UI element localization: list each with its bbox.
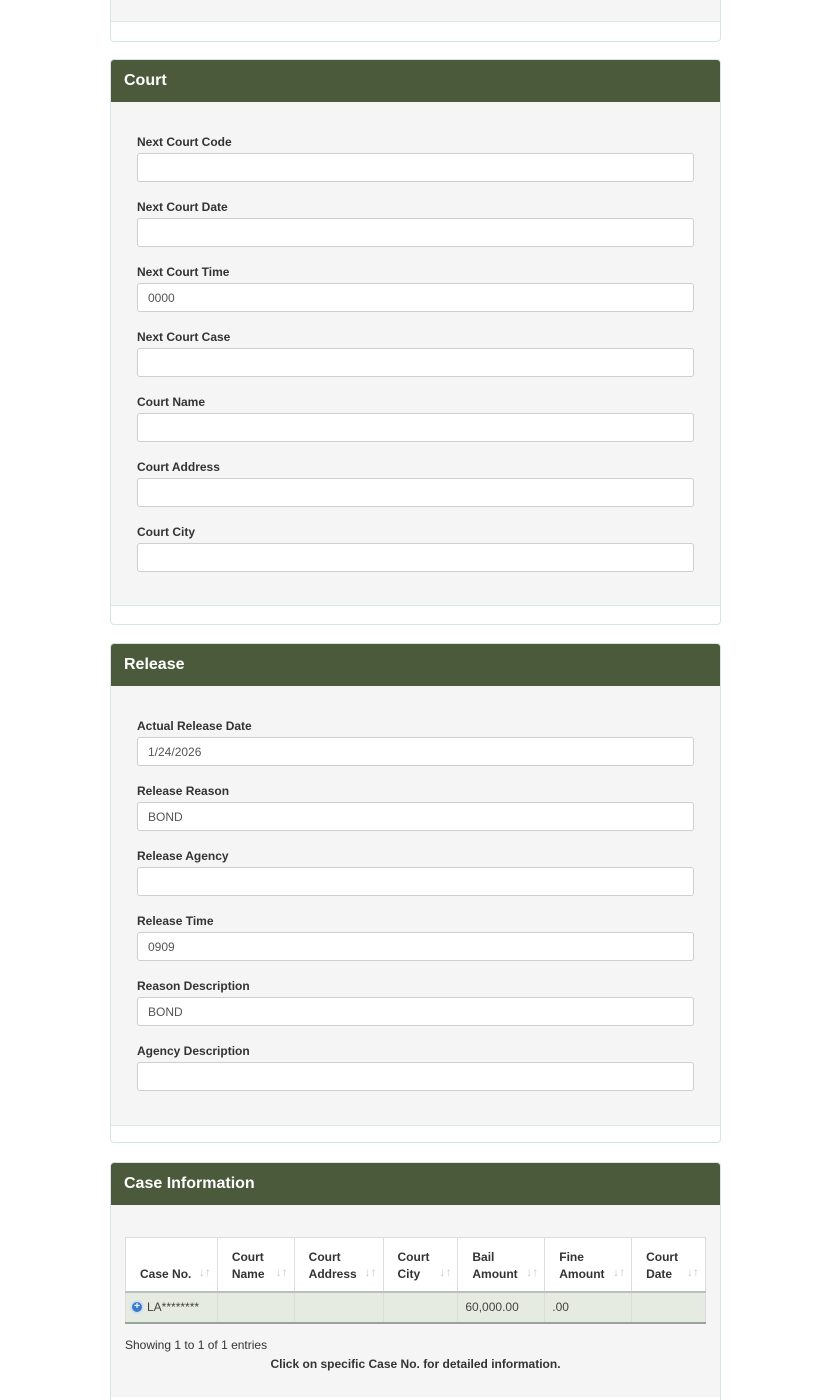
- sort-icon: ↓↑: [439, 1264, 452, 1279]
- column-header-label: Date: [646, 1266, 673, 1281]
- court-panel-footer: [111, 606, 720, 624]
- previous-panel-body: [111, 0, 720, 22]
- court-city-label: Court City: [137, 525, 195, 539]
- release-time-input[interactable]: 0909: [137, 932, 694, 961]
- next-court-code-field: [111, 135, 720, 182]
- next-court-date-label: Next Court Date: [137, 200, 228, 214]
- release-panel-footer: [111, 1126, 720, 1142]
- release-reason-input[interactable]: BOND: [137, 802, 694, 831]
- release-panel: [110, 643, 721, 1143]
- case-no-cell[interactable]: [126, 1292, 218, 1323]
- court-address-cell: [294, 1292, 383, 1323]
- next-court-case-field: [111, 330, 720, 377]
- next-court-time-input[interactable]: 0000: [137, 283, 694, 312]
- court-panel-title: Court: [111, 60, 720, 102]
- release-panel-body: [111, 686, 720, 1126]
- column-header-label: Bail: [472, 1249, 495, 1264]
- column-header-court-address[interactable]: [294, 1238, 383, 1292]
- sort-icon: ↓↑: [526, 1264, 539, 1279]
- next-court-code-label: Next Court Code: [137, 135, 232, 149]
- sort-icon: ↓↑: [275, 1264, 288, 1279]
- column-header-label: Address: [308, 1266, 357, 1281]
- case-information-panel: [110, 1162, 721, 1400]
- agency-description-input[interactable]: [137, 1062, 694, 1091]
- release-time-field: [111, 914, 720, 961]
- column-header-fine-amount[interactable]: [545, 1238, 632, 1292]
- release-reason-label: Release Reason: [137, 784, 230, 798]
- court-address-field: [111, 460, 720, 507]
- expand-row-icon[interactable]: +: [130, 1300, 144, 1314]
- column-header-bail-amount[interactable]: [458, 1238, 545, 1292]
- agency-description-field: [111, 1044, 720, 1091]
- case-table: [125, 1237, 706, 1324]
- court-name-label: Court Name: [137, 395, 206, 409]
- next-court-time-label: Next Court Time: [137, 265, 230, 279]
- column-header-court-name[interactable]: [217, 1238, 294, 1292]
- case-no-value[interactable]: LA********: [147, 1299, 200, 1314]
- case-table-header-row: [126, 1238, 706, 1292]
- column-header-court-date[interactable]: [632, 1238, 706, 1292]
- reason-description-input[interactable]: BOND: [137, 997, 694, 1026]
- release-agency-input[interactable]: [137, 867, 694, 896]
- court-city-cell: [383, 1292, 458, 1323]
- court-address-input[interactable]: [137, 478, 694, 507]
- reason-description-field: [111, 979, 720, 1026]
- actual-release-date-field: [111, 719, 720, 766]
- previous-panel-bottom: [110, 0, 721, 42]
- column-header-label: Court: [397, 1249, 430, 1264]
- court-panel-body: [111, 102, 720, 606]
- court-date-cell: [632, 1292, 706, 1323]
- column-header-label: Amount: [472, 1266, 518, 1281]
- next-court-code-input[interactable]: [137, 153, 694, 182]
- court-panel: [110, 59, 721, 625]
- reason-description-label: Reason Description: [137, 979, 250, 993]
- release-panel-title: Release: [111, 644, 720, 686]
- column-header-label: Court: [646, 1249, 679, 1264]
- next-court-case-input[interactable]: [137, 348, 694, 377]
- column-header-label: Court: [308, 1249, 341, 1264]
- release-reason-field: [111, 784, 720, 831]
- court-name-input[interactable]: [137, 413, 694, 442]
- next-court-case-label: Next Court Case: [137, 330, 231, 344]
- column-header-court-city[interactable]: [383, 1238, 458, 1292]
- court-name-field: [111, 395, 720, 442]
- actual-release-date-input[interactable]: 1/24/2026: [137, 737, 694, 766]
- release-agency-field: [111, 849, 720, 896]
- column-header-label: Name: [231, 1266, 265, 1281]
- court-address-label: Court Address: [137, 460, 220, 474]
- sort-icon: ↓↑: [198, 1264, 211, 1279]
- court-name-cell: [217, 1292, 294, 1323]
- fine-amount-cell: .00: [545, 1292, 632, 1323]
- release-time-label: Release Time: [137, 914, 214, 928]
- table-row[interactable]: [126, 1292, 706, 1323]
- column-header-label: City: [397, 1266, 421, 1281]
- court-city-field: [111, 525, 720, 572]
- release-agency-label: Release Agency: [137, 849, 229, 863]
- column-header-case-no[interactable]: [126, 1238, 218, 1292]
- agency-description-label: Agency Description: [137, 1044, 250, 1058]
- column-header-label: Fine: [559, 1249, 584, 1264]
- sort-icon: ↓↑: [613, 1264, 626, 1279]
- sort-icon: ↓↑: [687, 1264, 699, 1279]
- table-info-text: Showing 1 to 1 of 1 entries: [125, 1337, 268, 1352]
- column-header-label: Case No.: [140, 1266, 192, 1281]
- case-information-panel-body: [111, 1205, 720, 1397]
- next-court-time-field: [111, 265, 720, 312]
- column-header-label: Court: [231, 1249, 264, 1264]
- next-court-date-field: [111, 200, 720, 247]
- sort-icon: ↓↑: [364, 1264, 377, 1279]
- actual-release-date-label: Actual Release Date: [137, 719, 252, 733]
- table-hint-text: Click on specific Case No. for detailed information.: [270, 1356, 561, 1371]
- court-city-input[interactable]: [137, 543, 694, 572]
- case-information-panel-title: Case Information: [111, 1163, 720, 1205]
- bail-amount-cell: 60,000.00: [458, 1292, 545, 1323]
- column-header-label: Amount: [559, 1266, 605, 1281]
- next-court-date-input[interactable]: [137, 218, 694, 247]
